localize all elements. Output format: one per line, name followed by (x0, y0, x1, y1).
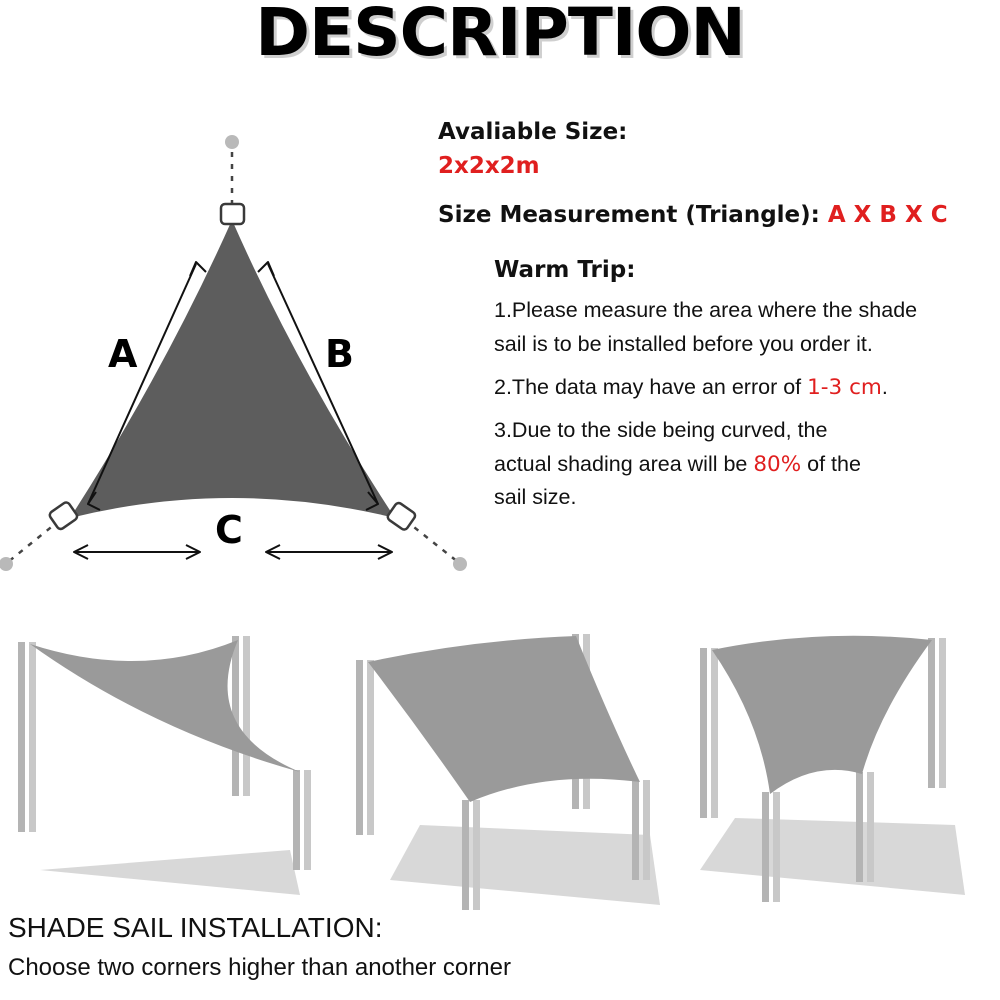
pole-rc-right-2 (867, 772, 874, 882)
triangle-sail-illustration (18, 636, 311, 895)
anchor-point-right (453, 557, 467, 571)
warm-tip-item-2-text: 2.The data may have an error of (494, 374, 808, 399)
warm-tip-item-2-tail: . (881, 374, 888, 399)
warm-tip-item-2 (438, 371, 998, 404)
warm-tip-heading: Warm Trip: (494, 256, 636, 283)
square-sail-fabric (368, 636, 640, 802)
sail-installation-illustrations (0, 620, 1000, 920)
square-sail-shadow (390, 825, 660, 905)
triangle-side-c-label: C (215, 508, 243, 552)
warm-tip-item-1-line-1: 1.Please measure the area where the shade (494, 298, 918, 323)
anchor-point-top (225, 135, 239, 149)
pole-mid-2 (243, 636, 250, 796)
available-size-value: 2x2x2m (438, 152, 540, 179)
triangle-sail-diagram (0, 100, 470, 600)
warm-tip-item-3-text: actual shading area will be (494, 451, 754, 476)
warm-tip-item-1-line-2: sail is to be installed before you order it. (494, 331, 873, 356)
pole-left-1 (18, 642, 25, 832)
sail-illustrations-svg (0, 620, 1000, 920)
pole-rc-front-1 (762, 792, 769, 902)
warm-tip-item-3-line-1: 3.Due to the side being curved, the (494, 418, 828, 443)
pole-sq-right-2 (643, 780, 650, 880)
pole-rc-right-1 (856, 772, 863, 882)
triangle-sail-shadow (40, 850, 300, 895)
pole-rc-top-1 (928, 638, 935, 788)
warm-tip-item-3-tail: of the (801, 451, 861, 476)
pole-sq-left-1 (356, 660, 363, 835)
pole-rc-front-2 (773, 792, 780, 902)
pole-sq-left-2 (367, 660, 374, 835)
pole-right-1 (293, 770, 300, 870)
pole-sq-front-2 (473, 800, 480, 910)
size-measurement-label: Size Measurement (Triangle): (438, 201, 820, 228)
pole-sq-right-1 (632, 780, 639, 880)
triangle-sail-fabric (30, 640, 300, 772)
installation-caption (8, 912, 988, 982)
warm-tip-item-3-line-2 (438, 448, 998, 481)
size-measurement-line (438, 201, 998, 230)
rect-sail-shadow (700, 818, 965, 895)
warm-tip-item-2-highlight: 1-3 cm (807, 374, 882, 400)
rect-sail-fabric (712, 636, 932, 794)
installation-subtext: Choose two corners higher than another corner (8, 954, 511, 981)
pole-rc-left-1 (700, 648, 707, 818)
pole-sq-front-1 (462, 800, 469, 910)
pole-right-2 (304, 770, 311, 870)
page-title: DESCRIPTION (255, 0, 745, 71)
warm-tip-item-3-line-3: sail size. (494, 484, 577, 509)
triangle-side-b-label: B (325, 332, 354, 376)
rectangle-sail-illustration (700, 636, 965, 902)
size-measurement-value: A X B X C (827, 201, 948, 228)
square-sail-illustration (356, 634, 660, 910)
warm-tip-item-3-highlight: 80% (753, 451, 802, 477)
pole-rc-left-2 (711, 648, 718, 818)
installation-heading: SHADE SAIL INSTALLATION: (8, 912, 383, 943)
pole-left-2 (29, 642, 36, 832)
pole-rc-top-2 (939, 638, 946, 788)
triangle-side-a-label: A (108, 332, 138, 376)
available-size-label: Avaliable Size: (438, 119, 628, 145)
description-text-column (438, 118, 998, 514)
